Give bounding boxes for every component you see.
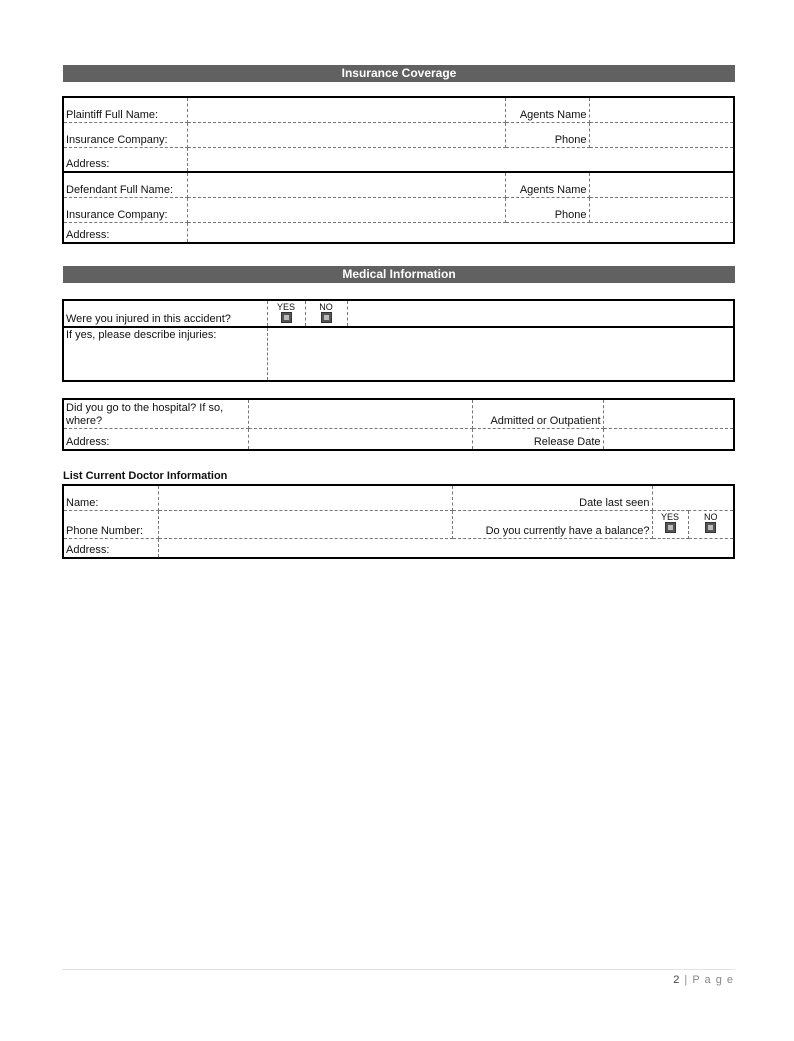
plaintiff-agents-name-field[interactable]: [589, 97, 734, 122]
doctor-name-label: Name:: [63, 485, 158, 510]
plaintiff-insurance-table: [62, 96, 735, 244]
injured-no-checkbox[interactable]: [321, 312, 332, 323]
plaintiff-phone-field[interactable]: [589, 122, 734, 147]
injured-yes-option[interactable]: [267, 300, 305, 327]
page-label: P a g e: [692, 974, 734, 986]
balance-yes-label: YES: [660, 511, 679, 522]
doctor-table: [62, 484, 735, 559]
page-footer: [673, 974, 734, 986]
hospital-address-field[interactable]: [248, 428, 472, 450]
doctor-section-heading: List Current Doctor Information: [63, 470, 228, 482]
hospital-address-label: Address:: [63, 428, 248, 450]
release-date-field[interactable]: [603, 428, 734, 450]
plaintiff-name-label: Plaintiff Full Name:: [63, 97, 187, 122]
plaintiff-agents-name-label: Agents Name: [505, 97, 589, 122]
defendant-agents-name-label: Agents Name: [505, 172, 589, 197]
footer-divider: [62, 969, 735, 970]
plaintiff-phone-label: Phone: [505, 122, 589, 147]
medical-information-banner: Medical Information: [63, 266, 735, 283]
balance-yes-checkbox[interactable]: [665, 522, 676, 533]
defendant-phone-label: Phone: [505, 197, 589, 222]
injured-yes-label: YES: [277, 302, 296, 312]
hospital-question-label: Did you go to the hospital? If so, where?: [63, 399, 248, 428]
plaintiff-insurance-company-field[interactable]: [187, 122, 505, 147]
defendant-phone-field[interactable]: [589, 197, 734, 222]
doctor-name-field[interactable]: [158, 485, 452, 510]
balance-question-label: Do you currently have a balance?: [452, 510, 652, 538]
plaintiff-name-field[interactable]: [187, 97, 505, 122]
doctor-phone-label: Phone Number:: [63, 510, 158, 538]
plaintiff-address-label: Address:: [63, 147, 187, 172]
injured-spacer: [347, 300, 734, 327]
admitted-outpatient-label: Admitted or Outpatient: [472, 399, 603, 428]
defendant-address-label: Address:: [63, 222, 187, 243]
defendant-address-field[interactable]: [187, 222, 734, 243]
injury-table: [62, 299, 735, 382]
date-last-seen-field[interactable]: [652, 485, 734, 510]
admitted-outpatient-field[interactable]: [603, 399, 734, 428]
injured-yes-checkbox[interactable]: [281, 312, 292, 323]
date-last-seen-label: Date last seen: [452, 485, 652, 510]
page-separator: |: [684, 974, 689, 986]
balance-yes-option[interactable]: [652, 510, 688, 538]
balance-no-checkbox[interactable]: [705, 522, 716, 533]
doctor-address-label: Address:: [63, 538, 158, 558]
defendant-insurance-company-field[interactable]: [187, 197, 505, 222]
balance-no-label: NO: [704, 511, 718, 522]
doctor-phone-field[interactable]: [158, 510, 452, 538]
defendant-name-label: Defendant Full Name:: [63, 172, 187, 197]
defendant-agents-name-field[interactable]: [589, 172, 734, 197]
balance-no-option[interactable]: [688, 510, 734, 538]
injured-no-option[interactable]: [305, 300, 347, 327]
injured-question-label: Were you injured in this accident?: [63, 300, 267, 327]
hospital-table: [62, 398, 735, 451]
page-number: 2: [673, 974, 681, 986]
hospital-where-field[interactable]: [248, 399, 472, 428]
plaintiff-insurance-company-label: Insurance Company:: [63, 122, 187, 147]
defendant-name-field[interactable]: [187, 172, 505, 197]
injured-no-label: NO: [319, 302, 333, 312]
describe-injuries-field[interactable]: [267, 327, 734, 381]
insurance-coverage-banner: Insurance Coverage: [63, 65, 735, 82]
plaintiff-address-field[interactable]: [187, 147, 734, 172]
doctor-address-field[interactable]: [158, 538, 734, 558]
defendant-insurance-company-label: Insurance Company:: [63, 197, 187, 222]
describe-injuries-label: If yes, please describe injuries:: [63, 327, 267, 381]
release-date-label: Release Date: [472, 428, 603, 450]
